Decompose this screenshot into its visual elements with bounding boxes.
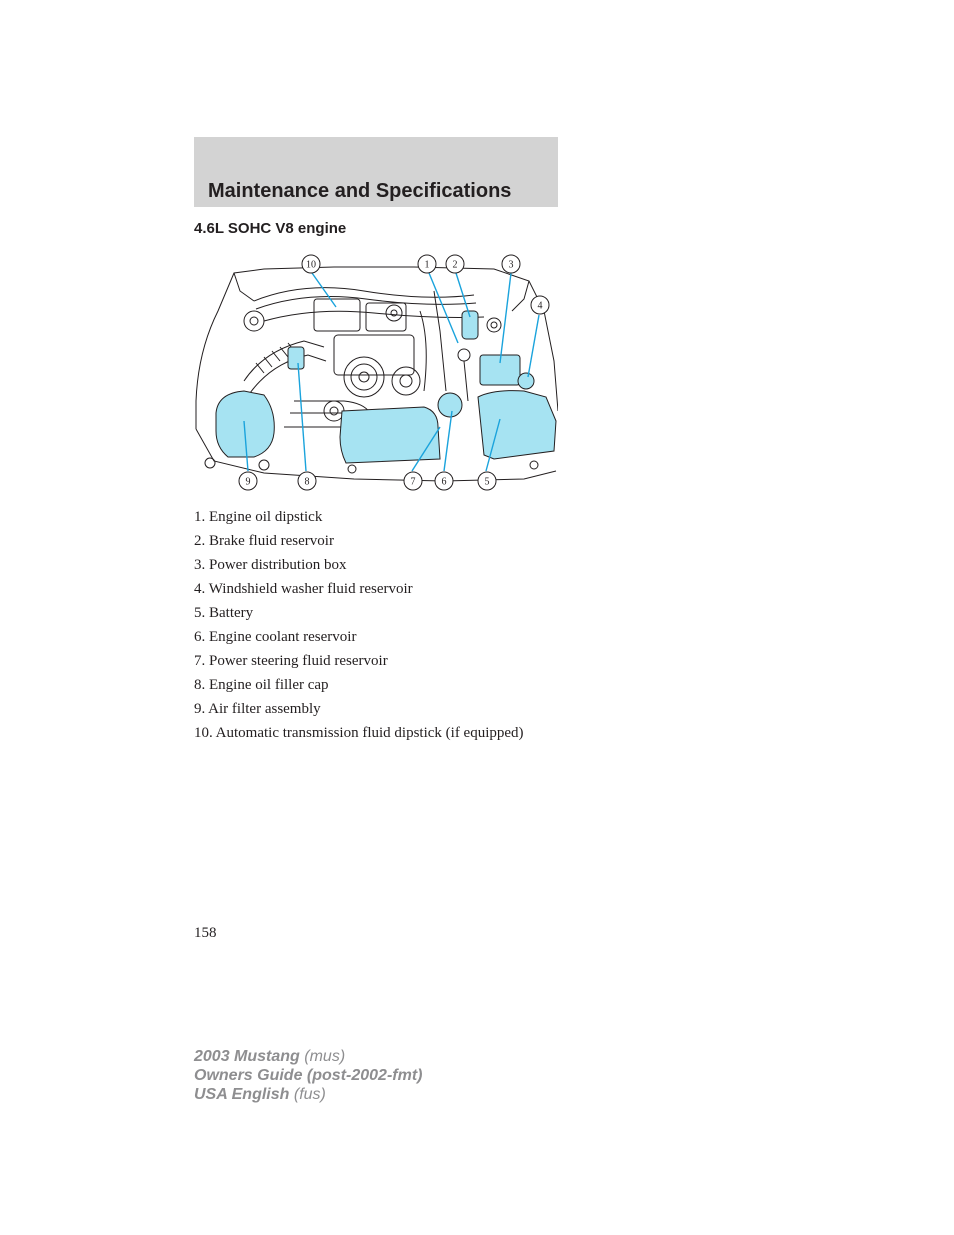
section-title: Maintenance and Specifications (208, 180, 512, 202)
footer-line-2 (194, 1066, 422, 1085)
oil-filler-cap-shape (288, 347, 304, 369)
callout-8 (298, 472, 316, 490)
svg-text:4: 4 (537, 300, 543, 312)
coolant-cap-shape (438, 393, 462, 417)
footer-model: 2003 Mustang (194, 1048, 300, 1065)
footer-line-3 (194, 1085, 422, 1104)
section-header-band (194, 137, 558, 207)
washer-cap-shape (518, 373, 534, 389)
legend-item: 1. Engine oil dipstick (194, 509, 323, 525)
legend-item: 3. Power distribution box (194, 557, 347, 573)
engine-subheading: 4.6L SOHC V8 engine (194, 220, 347, 237)
legend-item: 7. Power steering fluid reservoir (194, 653, 388, 669)
legend-item: 4. Windshield washer fluid reservoir (194, 581, 413, 597)
power-steering-reservoir-shape (340, 407, 440, 463)
callout-6 (435, 472, 453, 490)
svg-text:1: 1 (424, 259, 430, 271)
callout-9 (239, 472, 257, 490)
air-filter-shape (216, 391, 274, 457)
callout-3 (502, 255, 520, 273)
svg-text:6: 6 (441, 476, 447, 488)
svg-text:10: 10 (306, 259, 316, 271)
legend-item: 8. Engine oil filler cap (194, 677, 329, 693)
callout-2 (446, 255, 464, 273)
legend-item: 9. Air filter assembly (194, 701, 321, 717)
svg-text:9: 9 (245, 476, 251, 488)
callout-10 (302, 255, 320, 273)
footer-guide: Owners Guide (post-2002-fmt) (194, 1067, 423, 1084)
component-legend (194, 509, 524, 749)
callout-7 (404, 472, 422, 490)
footer-model-code: (mus) (304, 1048, 346, 1065)
callout-5 (478, 472, 496, 490)
footer-line-1 (194, 1047, 422, 1066)
battery-shape (478, 391, 556, 459)
footer-language-code: (fus) (293, 1086, 326, 1103)
svg-text:2: 2 (452, 259, 458, 271)
footer-language: USA English (194, 1086, 290, 1103)
legend-item: 2. Brake fluid reservoir (194, 533, 334, 549)
page-number: 158 (194, 925, 217, 941)
svg-text:3: 3 (508, 259, 514, 271)
callout-1 (418, 255, 436, 273)
engine-compartment-diagram (194, 251, 558, 494)
legend-item: 6. Engine coolant reservoir (194, 629, 357, 645)
svg-text:8: 8 (304, 476, 310, 488)
svg-text:7: 7 (410, 476, 416, 488)
highlighted-components (216, 311, 556, 463)
legend-item: 5. Battery (194, 605, 254, 621)
callout-4 (531, 296, 549, 314)
legend-item: 10. Automatic transmission fluid dipstick (if equipped) (194, 725, 524, 741)
svg-text:5: 5 (484, 476, 490, 488)
document-footer (194, 1047, 422, 1104)
